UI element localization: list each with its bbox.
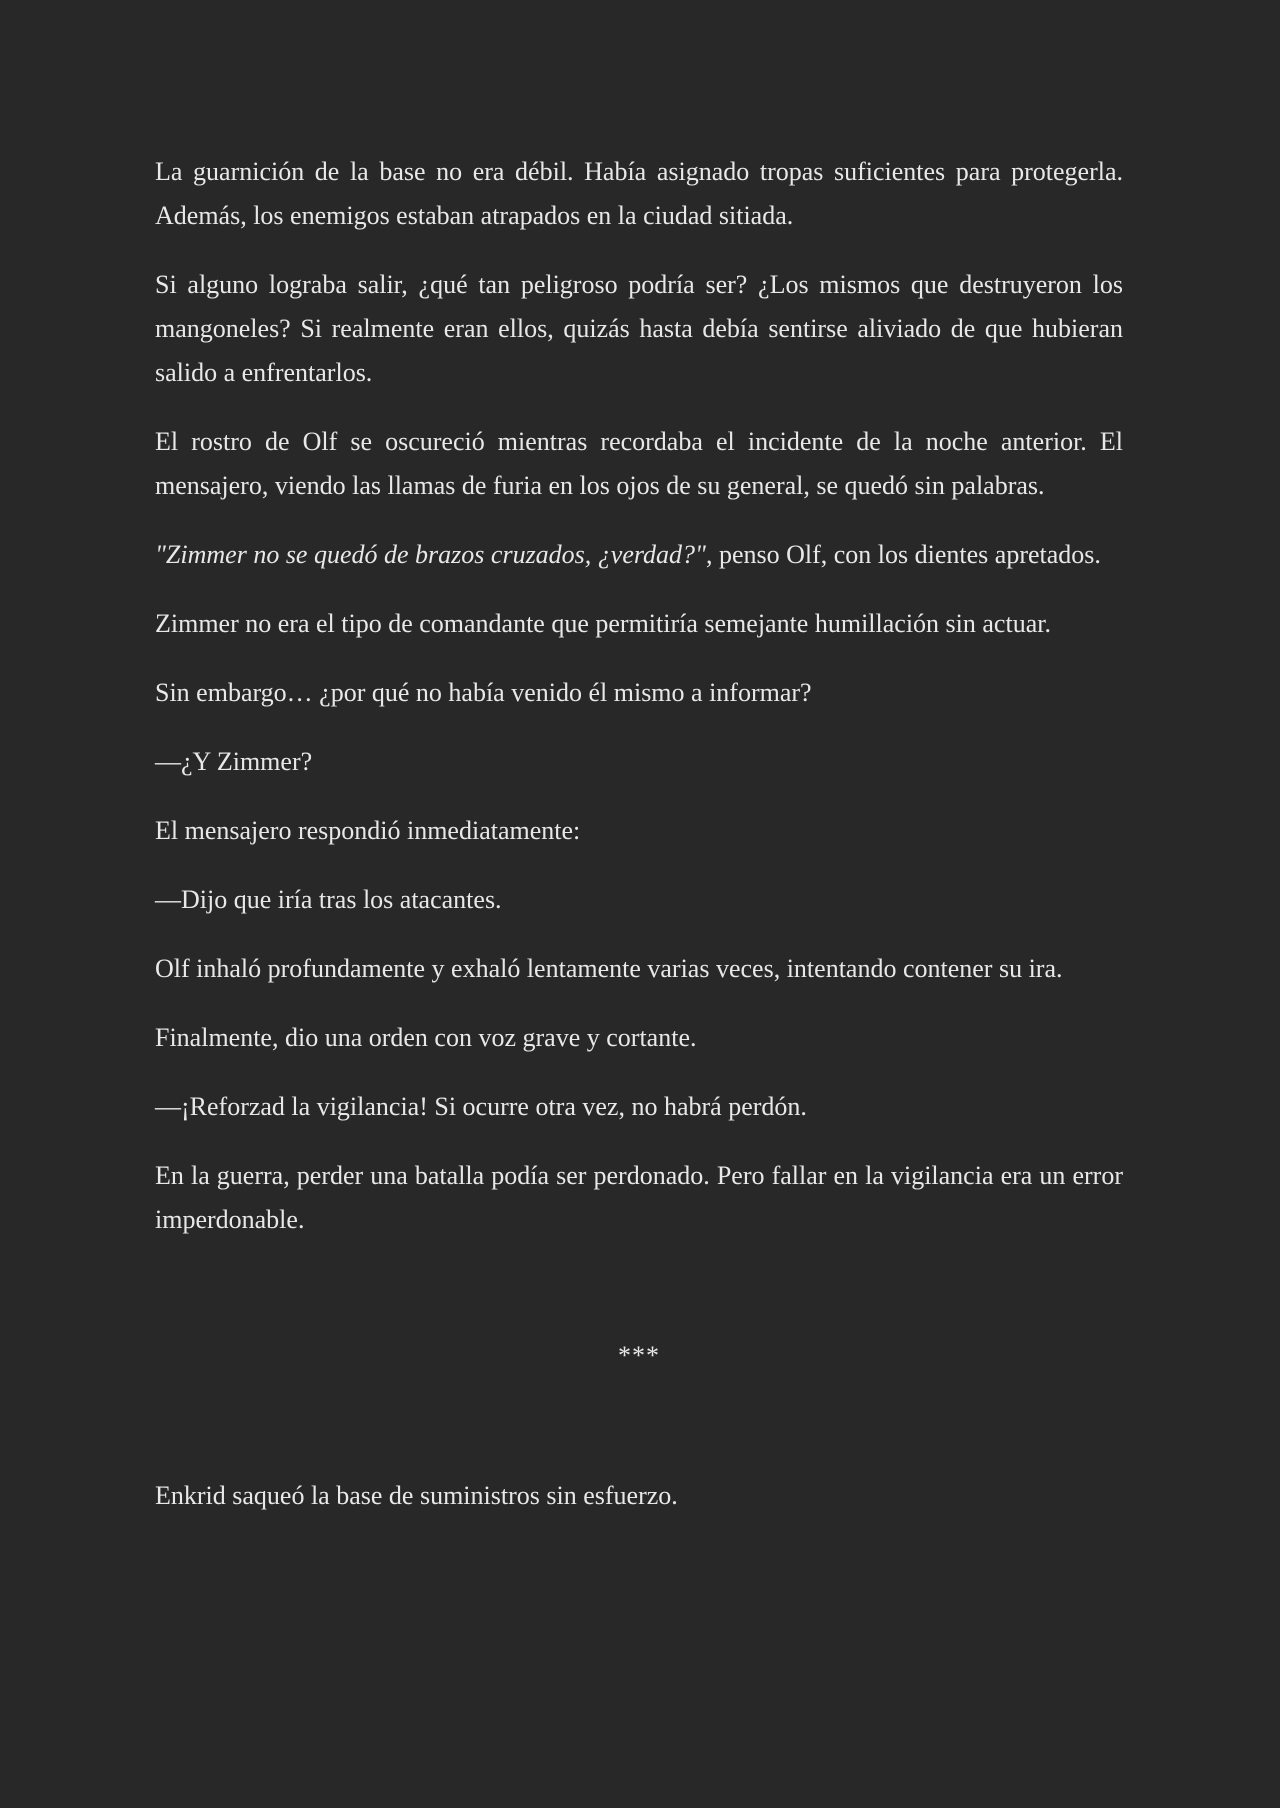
thought-paragraph (155, 533, 1123, 577)
thought-rest: , penso Olf, con los dientes apretados. (705, 540, 1101, 569)
paragraph: En la guerra, perder una batalla podía ser perdonado. Pero fallar en la vigilancia era un error imperdonable. (155, 1161, 1123, 1234)
dialogue-line: —Dijo que iría tras los atacantes. (155, 885, 502, 914)
paragraph: El mensajero respondió inmediatamente: (155, 816, 581, 845)
paragraph: El rostro de Olf se oscureció mientras recordaba el incidente de la noche anterior. El mensajero, viendo las llamas de furia en los ojos de su general, se quedó sin palabras. (155, 427, 1123, 500)
paragraph: Finalmente, dio una orden con voz grave y cortante. (155, 1023, 697, 1052)
paragraph: Olf inhaló profundamente y exhaló lentamente varias veces, intentando contener su ira. (155, 954, 1063, 983)
scene-separator: *** (618, 1341, 660, 1370)
paragraph: Enkrid saqueó la base de suministros sin esfuerzo. (155, 1481, 678, 1510)
paragraph: Sin embargo… ¿por qué no había venido él mismo a informar? (155, 678, 812, 707)
paragraph: La guarnición de la base no era débil. Había asignado tropas suficientes para protegerla. Además, los enemigos estaban atrapados en la ciudad sitiada. (155, 157, 1123, 230)
paragraph: Si alguno lograba salir, ¿qué tan peligroso podría ser? ¿Los mismos que destruyeron los mangoneles? Si realmente eran ellos, quizás hasta debía sentirse aliviado de que hubieran salido a enfrentarlos. (155, 270, 1123, 387)
chapter-text (155, 150, 1123, 1543)
dialogue-line: —¿Y Zimmer? (155, 747, 313, 776)
dialogue-line: —¡Reforzad la vigilancia! Si ocurre otra vez, no habrá perdón. (155, 1092, 807, 1121)
thought-italic: "Zimmer no se quedó de brazos cruzados, ¿verdad?" (155, 540, 706, 569)
paragraph: Zimmer no era el tipo de comandante que permitiría semejante humillación sin actuar. (155, 609, 1051, 638)
